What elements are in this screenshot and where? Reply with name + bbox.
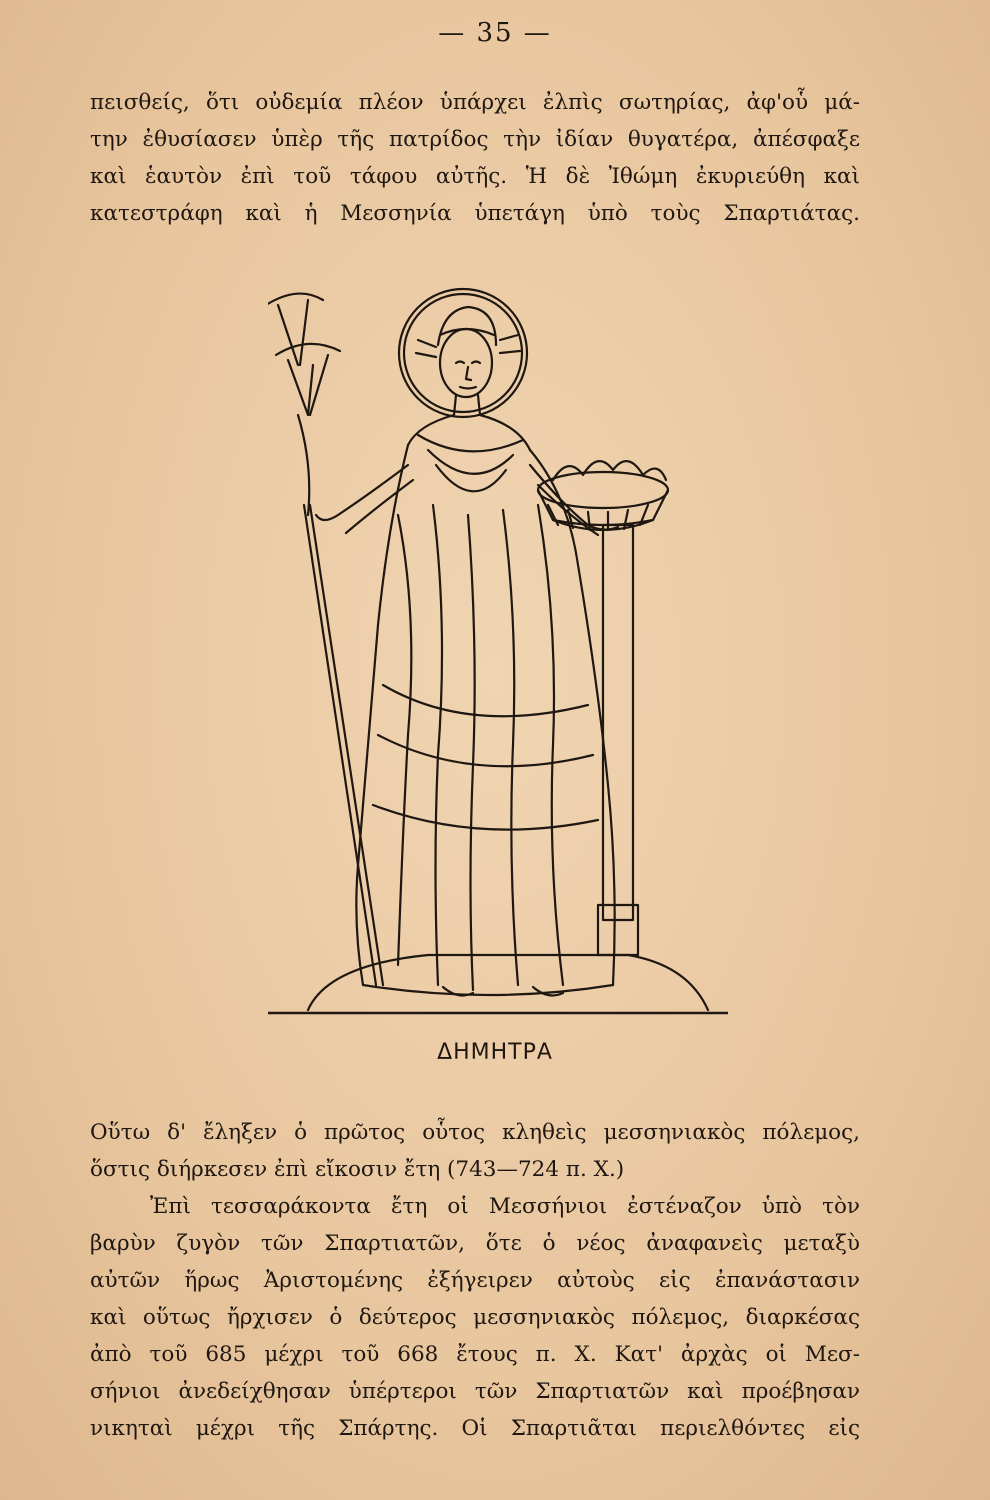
text-line: σήνιοι ἀνεδείχθησαν ὑπέρτεροι τῶν Σπαρτιατῶν καὶ προέβησαν bbox=[90, 1379, 860, 1404]
text-line: ὅστις διήρκεσεν ἐπὶ εἴκοσιν ἔτη (743—724 π. Χ.) bbox=[90, 1157, 625, 1182]
text-line: Ἐπὶ τεσσαράκοντα ἔτη οἱ Μεσσήνιοι ἐστέναζον ὑπὸ τὸν bbox=[150, 1194, 860, 1219]
text-line: καὶ οὕτως ἤρχισεν ὁ δεύτερος μεσσηνιακὸς πόλεμος, διαρκέσας bbox=[90, 1305, 860, 1330]
text-line: βαρὺν ζυγὸν τῶν Σπαρτιατῶν, ὅτε ὁ νέος ἀναφανεὶς μεταξὺ bbox=[90, 1231, 860, 1256]
text-line: νικηταὶ μέχρι τῆς Σπάρτης. Οἱ Σπαρτιᾶται περιελθόντες εἰς bbox=[90, 1416, 860, 1441]
text-line: αὐτῶν ἥρως Ἀριστομένης ἐξήγειρεν αὐτοὺς εἰς ἐπανάστασιν bbox=[90, 1268, 860, 1293]
demeter-illustration bbox=[268, 265, 728, 1020]
top-paragraph bbox=[90, 84, 860, 232]
bottom-paragraphs bbox=[90, 1114, 860, 1447]
text-line: κατεστράφη καὶ ἡ Μεσσηνία ὑπετάγη ὑπὸ τοὺς Σπαρτιάτας. bbox=[90, 201, 860, 226]
text-line: Οὕτω δ' ἔληξεν ὁ πρῶτος οὗτος κληθεὶς μεσσηνιακὸς πόλεμος, bbox=[90, 1120, 860, 1145]
figure-caption: ΔΗΜΗΤΡΑ bbox=[437, 1040, 553, 1065]
text-line: την ἐθυσίασεν ὑπὲρ τῆς πατρίδος τὴν ἰδίαν θυγατέρα, ἀπέσφαξε bbox=[90, 127, 860, 152]
text-line: ἀπὸ τοῦ 685 μέχρι τοῦ 668 ἔτους π. Χ. Κατ' ἀρχὰς οἱ Μεσ- bbox=[90, 1342, 860, 1367]
page-number: — 35 — bbox=[438, 18, 552, 48]
text-line: πεισθείς, ὅτι οὐδεμία πλέον ὑπάρχει ἐλπὶς σωτηρίας, ἀφ'οὗ μά- bbox=[90, 90, 860, 115]
text-line: καὶ ἑαυτὸν ἐπὶ τοῦ τάφου αὐτῆς. Ἡ δὲ Ἰθώμη ἐκυριεύθη καὶ bbox=[90, 164, 860, 189]
